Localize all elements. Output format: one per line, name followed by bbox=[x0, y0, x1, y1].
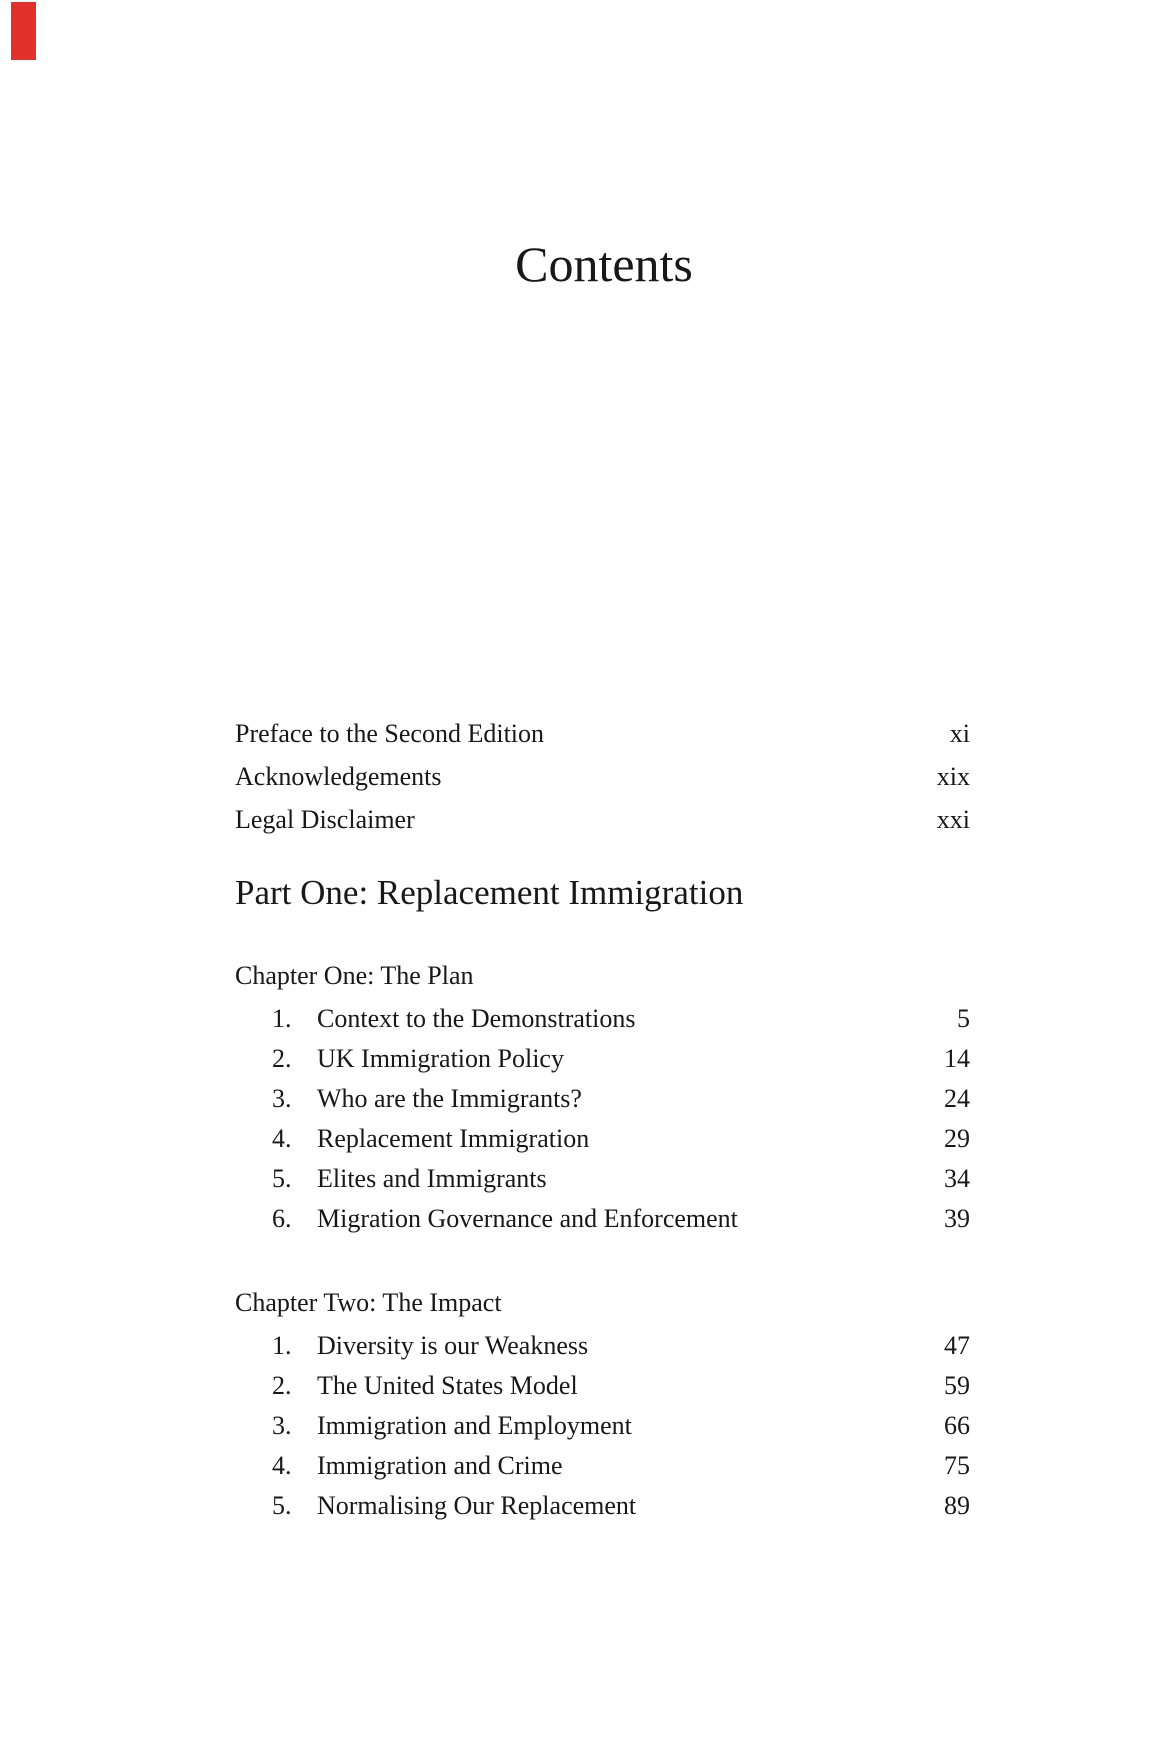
chapter-heading: Chapter Two: The Impact bbox=[235, 1288, 502, 1317]
toc-item-page: 66 bbox=[944, 1411, 970, 1440]
toc-item-title: Migration Governance and Enforcement bbox=[317, 1204, 738, 1233]
toc-item-row bbox=[272, 1126, 970, 1152]
toc-item-number: 4. bbox=[272, 1451, 292, 1480]
toc-item-number: 3. bbox=[272, 1411, 292, 1440]
toc-item-row bbox=[272, 1453, 970, 1479]
part-heading: Part One: Replacement Immigration bbox=[235, 873, 744, 912]
front-matter-label: Acknowledgements bbox=[235, 762, 442, 791]
toc-item-row bbox=[272, 1086, 970, 1112]
front-matter-row bbox=[235, 764, 970, 790]
toc-item-title: The United States Model bbox=[317, 1371, 578, 1400]
front-matter-row bbox=[235, 721, 970, 747]
toc-item-number: 2. bbox=[272, 1044, 292, 1073]
toc-item-page: 29 bbox=[944, 1124, 970, 1153]
toc-item-row bbox=[272, 1166, 970, 1192]
front-matter-label: Preface to the Second Edition bbox=[235, 719, 545, 748]
toc-item-title: Elites and Immigrants bbox=[317, 1164, 547, 1193]
toc-item-page: 75 bbox=[944, 1451, 970, 1480]
toc-item-number: 5. bbox=[272, 1491, 292, 1520]
toc-item-page: 47 bbox=[944, 1331, 970, 1360]
toc-item-number: 4. bbox=[272, 1124, 292, 1153]
toc-item-page: 34 bbox=[944, 1164, 970, 1193]
toc-item-title: Replacement Immigration bbox=[317, 1124, 590, 1153]
toc-item-row bbox=[272, 1493, 970, 1519]
toc-item-number: 1. bbox=[272, 1331, 292, 1360]
toc-item-number: 5. bbox=[272, 1164, 292, 1193]
toc-item-number: 1. bbox=[272, 1004, 292, 1033]
toc-item-title: UK Immigration Policy bbox=[317, 1044, 564, 1073]
toc-item-page: 59 bbox=[944, 1371, 970, 1400]
toc-item-row bbox=[272, 1006, 970, 1032]
toc-item-page: 39 bbox=[944, 1204, 970, 1233]
toc-item-page: 24 bbox=[944, 1084, 970, 1113]
chapter-heading: Chapter One: The Plan bbox=[235, 961, 474, 990]
red-bookmark-tab bbox=[11, 2, 36, 60]
front-matter-page: xi bbox=[949, 719, 970, 748]
page-title: Contents bbox=[515, 236, 693, 292]
toc-item-title: Context to the Demonstrations bbox=[317, 1004, 636, 1033]
toc-item-title: Normalising Our Replacement bbox=[317, 1491, 637, 1520]
toc-item-page: 89 bbox=[944, 1491, 970, 1520]
toc-item-row bbox=[272, 1046, 970, 1072]
toc-item-row bbox=[272, 1333, 970, 1359]
toc-item-row bbox=[272, 1413, 970, 1439]
toc-item-number: 3. bbox=[272, 1084, 292, 1113]
toc-item-page: 14 bbox=[944, 1044, 970, 1073]
toc-item-number: 2. bbox=[272, 1371, 292, 1400]
toc-item-title: Diversity is our Weakness bbox=[317, 1331, 589, 1360]
toc-item-title: Immigration and Employment bbox=[317, 1411, 632, 1440]
front-matter-row bbox=[235, 807, 970, 833]
front-matter-label: Legal Disclaimer bbox=[235, 805, 415, 834]
toc-item-row bbox=[272, 1206, 970, 1232]
toc-item-row bbox=[272, 1373, 970, 1399]
toc-item-title: Immigration and Crime bbox=[317, 1451, 563, 1480]
toc-item-number: 6. bbox=[272, 1204, 292, 1233]
toc-item-title: Who are the Immigrants? bbox=[317, 1084, 582, 1113]
front-matter-page: xxi bbox=[936, 805, 970, 834]
toc-item-page: 5 bbox=[957, 1004, 970, 1033]
front-matter-page: xix bbox=[936, 762, 970, 791]
